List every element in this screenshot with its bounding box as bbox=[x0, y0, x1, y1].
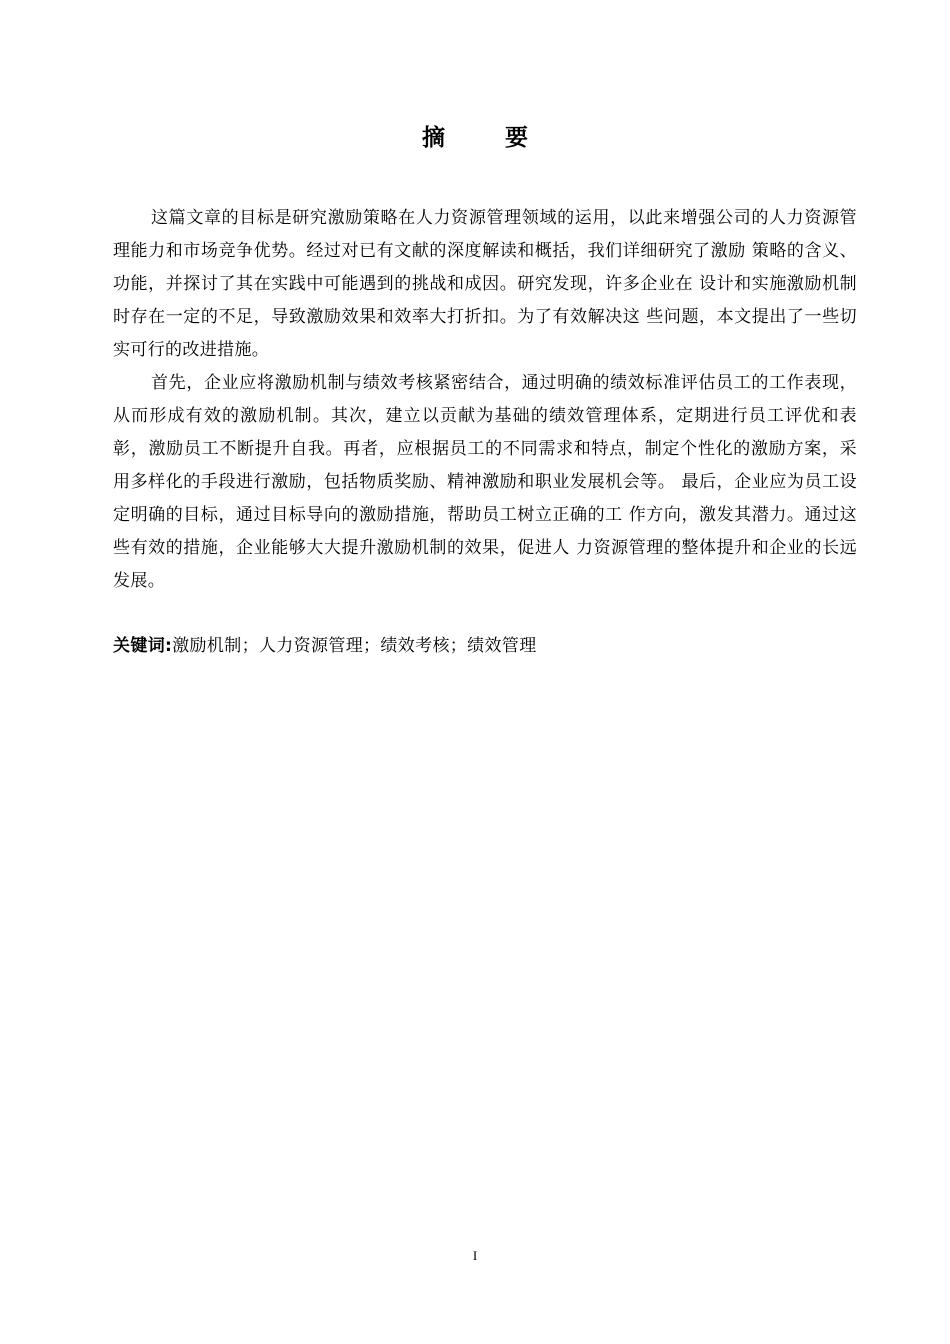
abstract-body bbox=[113, 202, 857, 598]
abstract-paragraph-1: 这篇文章的目标是研究激励策略在人力资源管理领域的运用，以此来增强公司的人力资源管理能力和市场竞争优势。经过对已有文献的深度解读和概括，我们详细研究了激励 策略的含义、功能，并探讨了其在实践中可能遇到的挑战和成因。研究发现，许多企业在 设计和实施激励机制时存在一定的不足，导致激励效果和效率大打折扣。为了有效解决这 些问题，本文提出了一些切实可行的改进措施。 bbox=[113, 208, 857, 360]
keywords-label: 关键词: bbox=[113, 636, 173, 656]
keywords-text: 激励机制；人力资源管理；绩效考核；绩效管理 bbox=[172, 636, 537, 656]
page-title: 摘 要 bbox=[421, 125, 554, 151]
keywords-line bbox=[113, 630, 857, 663]
abstract-paragraph-2: 首先，企业应将激励机制与绩效考核紧密结合，通过明确的绩效标准评估员工的工作表现，从而形成有效的激励机制。其次，建立以贡献为基础的绩效管理体系，定期进行员工评优和表彰，激励员工不断提升自我。再者，应根据员工的不同需求和特点，制定个性化的激励方案，采用多样化的手段进行激励，包括物质奖励、精神激励和职业发展机会等。 最后，企业应为员工设定明确的目标，通过目标导向的激励措施，帮助员工树立正确的工 作方向，激发其潜力。通过这些有效的措施，企业能够大大提升激励机制的效果，促进人 力资源管理的整体提升和企业的长远发展。 bbox=[113, 373, 857, 591]
page-number: I bbox=[472, 1248, 478, 1263]
